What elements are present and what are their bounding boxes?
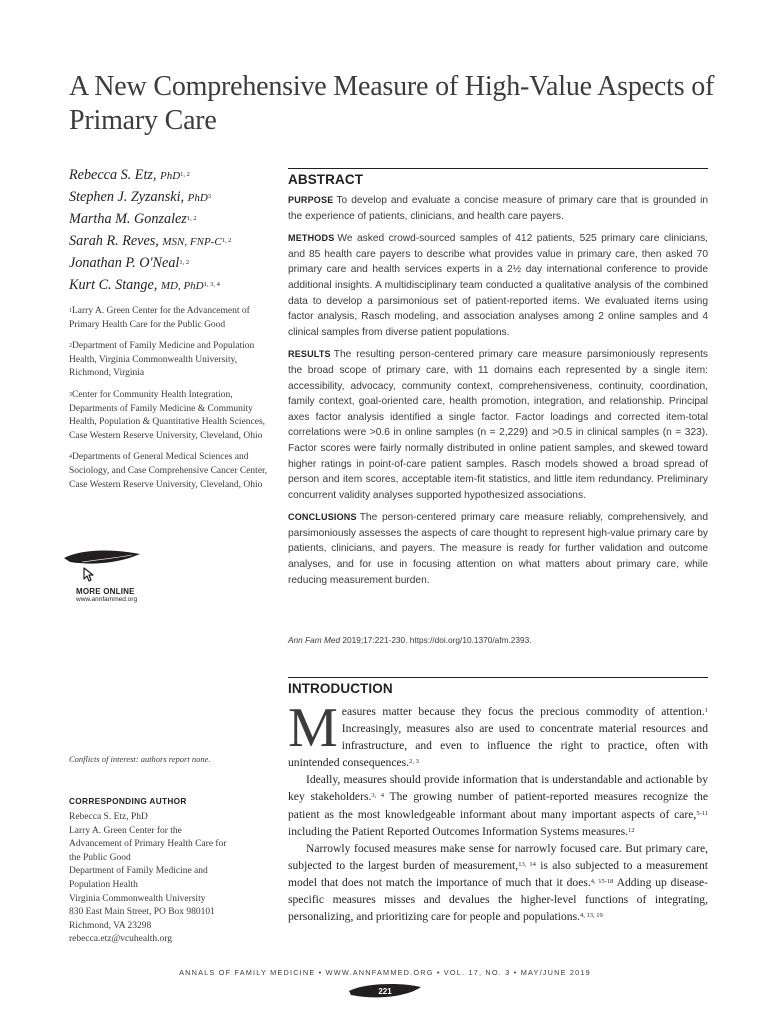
abstract-divider [288,168,708,169]
abstract-conclusions: CONCLUSIONS The person-centered primary care measure reliably, comprehensively, and parsimoniously assesses the aspects of care thought to represent high-value primary care by patients, clinicians, and payers. The measure is ready for further validation and outcome analyses, and for use in focusing attention on what matters about primary care, while reducing measurement burden. [288,512,708,586]
author-name: Rebecca S. Etz, PhD$^{1, 2}$ [69,167,190,183]
corresponding-author [69,796,276,947]
corresponding-line: the Public Good [69,852,131,863]
corresponding-line: Rebecca S. Etz, PhD [69,812,148,822]
corresponding-line: Advancement of Primary Health Care for [69,839,227,850]
affiliations [69,305,276,492]
affiliation: $^3$Center for Community Health Integration, Departments of Family Medicine & Community Health, Population & Quantitative Health Sciences, Case Western Reserve University, Cleveland, Ohio [69,389,266,441]
abstract-heading: ABSTRACT [288,172,364,187]
more-online-label: MORE ONLINE [76,587,135,596]
author-name: Martha M. Gonzalez$^{1, 2}$ [69,211,197,227]
introduction-body [288,697,709,925]
abstract-section [288,172,708,595]
intro-paragraph: Measures matter because they focus the precious commodity of attention.$^1$ Increasingly, measures also are used to concentrate material resources and infrastructure, and even to influence the right to practice, often with unintended consequences.$^{2, 3}$ [288,697,708,770]
intro-paragraph: Narrowly focused measures make sense for narrowly focused care. But primary care, subjected to the largest burden of measurement,$^{13, 14}$ is also subjected to a measurement model that does not match the importance of much that it does.$^{4, 15-18}$ Adding up disease-specific measures misses and devalues the higher-level functions of integrating, personalizing, and prioritizing care for people and populations.$^{4, 13, 19}$ [288,841,709,924]
corresponding-line: Virginia Commonwealth University [69,893,206,904]
corresponding-heading: CORRESPONDING AUTHOR [69,796,187,806]
page-number-leaf [345,981,425,1001]
introduction-heading: INTRODUCTION [288,681,393,696]
intro-paragraph: Ideally, measures should provide information that is understandable and actionable by key stakeholders.$^{3, 4}$ The growing number of patient-reported measures recognize the patient as the most knowledgeable informant about many important aspects of care,$^{5-11}$ including the Patient Reported Outcomes Information Systems measures.$^{12}$ [288,773,709,838]
citation: Ann Fam Med 2019;17:221-230. https://doi.org/10.1370/afm.2393. [288,635,532,645]
corresponding-email[interactable]: rebecca.etz@vcuhealth.org [69,934,172,945]
corresponding-line: 830 East Main Street, PO Box 980101 [69,907,215,918]
author-list [69,165,276,297]
corresponding-line: Population Health [69,879,138,890]
more-online-url[interactable]: www.annfammed.org [76,596,138,603]
running-footer: ANNALS OF FAMILY MEDICINE • WWW.ANNFAMMED.ORG • VOL. 17, NO. 3 • MAY/JUNE 2019 [179,968,591,977]
conflicts-of-interest: Conflicts of interest: authors report none. [69,754,211,764]
page-number: 221 [378,987,392,996]
affiliation: $^4$Departments of General Medical Sciences and Sociology, and Case Comprehensive Cancer Center, Case Western Reserve University, Cleveland, Ohio [69,452,268,490]
article-title: A New Comprehensive Measure of High-Value Aspects of Primary Care [69,71,715,136]
more-online-badge[interactable] [62,548,212,608]
author-name: Stephen J. Zyzanski, PhD$^3$ [69,189,212,205]
author-name: Sarah R. Reves, MSN, FNP-$C^{1, 2}$ [69,233,232,249]
corresponding-line: Larry A. Green Center for the [69,825,182,836]
introduction-section [288,681,708,925]
introduction-divider [288,677,708,678]
affiliation: $^1$Larry A. Green Center for the Advancement of Primary Health Care for the Public Good [69,306,250,330]
drop-cap: M [288,697,338,759]
corresponding-line: Department of Family Medicine and [69,866,208,877]
author-name: Kurt C. Stange, MD, PhD$^{1, 3, 4}$ [69,277,220,293]
abstract-purpose: PURPOSE To develop and evaluate a concise measure of primary care that is grounded in the experience of patients, clinicians, and health care payers. [288,195,708,222]
abstract-methods: METHODS We asked crowd-sourced samples of 412 patients, 525 primary care clinicians, and 85 health care payers to describe what provides value in primary care, then asked 70 primary care and health services experts in a 2½ day international conference to provide additional insights. A multidisciplinary team conducted a qualitative analysis of the combined data to develop a parsimonious set of patient-reported items. We evaluated items using factor analysis, Rasch modeling, and association analyses among 2 online samples and 4 clinical samples from diverse patient populations. [288,233,708,338]
author-column [69,165,276,500]
abstract-results: RESULTS The resulting person-centered primary care measure parsimoniously represents the broad scope of primary care, with 11 domains each represented by a single item: accessibility, advocacy, community context, comprehensiveness, continuity, coordination, family context, goal-oriented care, health promotion, integration, and relationship. Principal axes factor analysis identified a single factor. Factor loadings and corrected item-total correlations were >0.6 in online samples (n = 2,229) and >0.5 in clinical samples (n = 323). Factor scores were fairly normally distributed in online patient samples, and skewed toward higher ratings in point-of-care patient samples. Rasch models showed a broad spread of person and item scores, acceptable item-fit statistics, and little item redundancy. Preliminary concurrent validity analyses supported hypothesized associations. [288,349,708,501]
affiliation: $^2$Department of Family Medicine and Population Health, Virginia Commonwealth University, Richmond, Virginia [69,341,255,379]
leaf-cursor-icon [62,548,142,588]
corresponding-line: Richmond, VA 23298 [69,920,152,931]
author-name: Jonathan P. O'Neal$^{1, 2}$ [69,255,190,271]
